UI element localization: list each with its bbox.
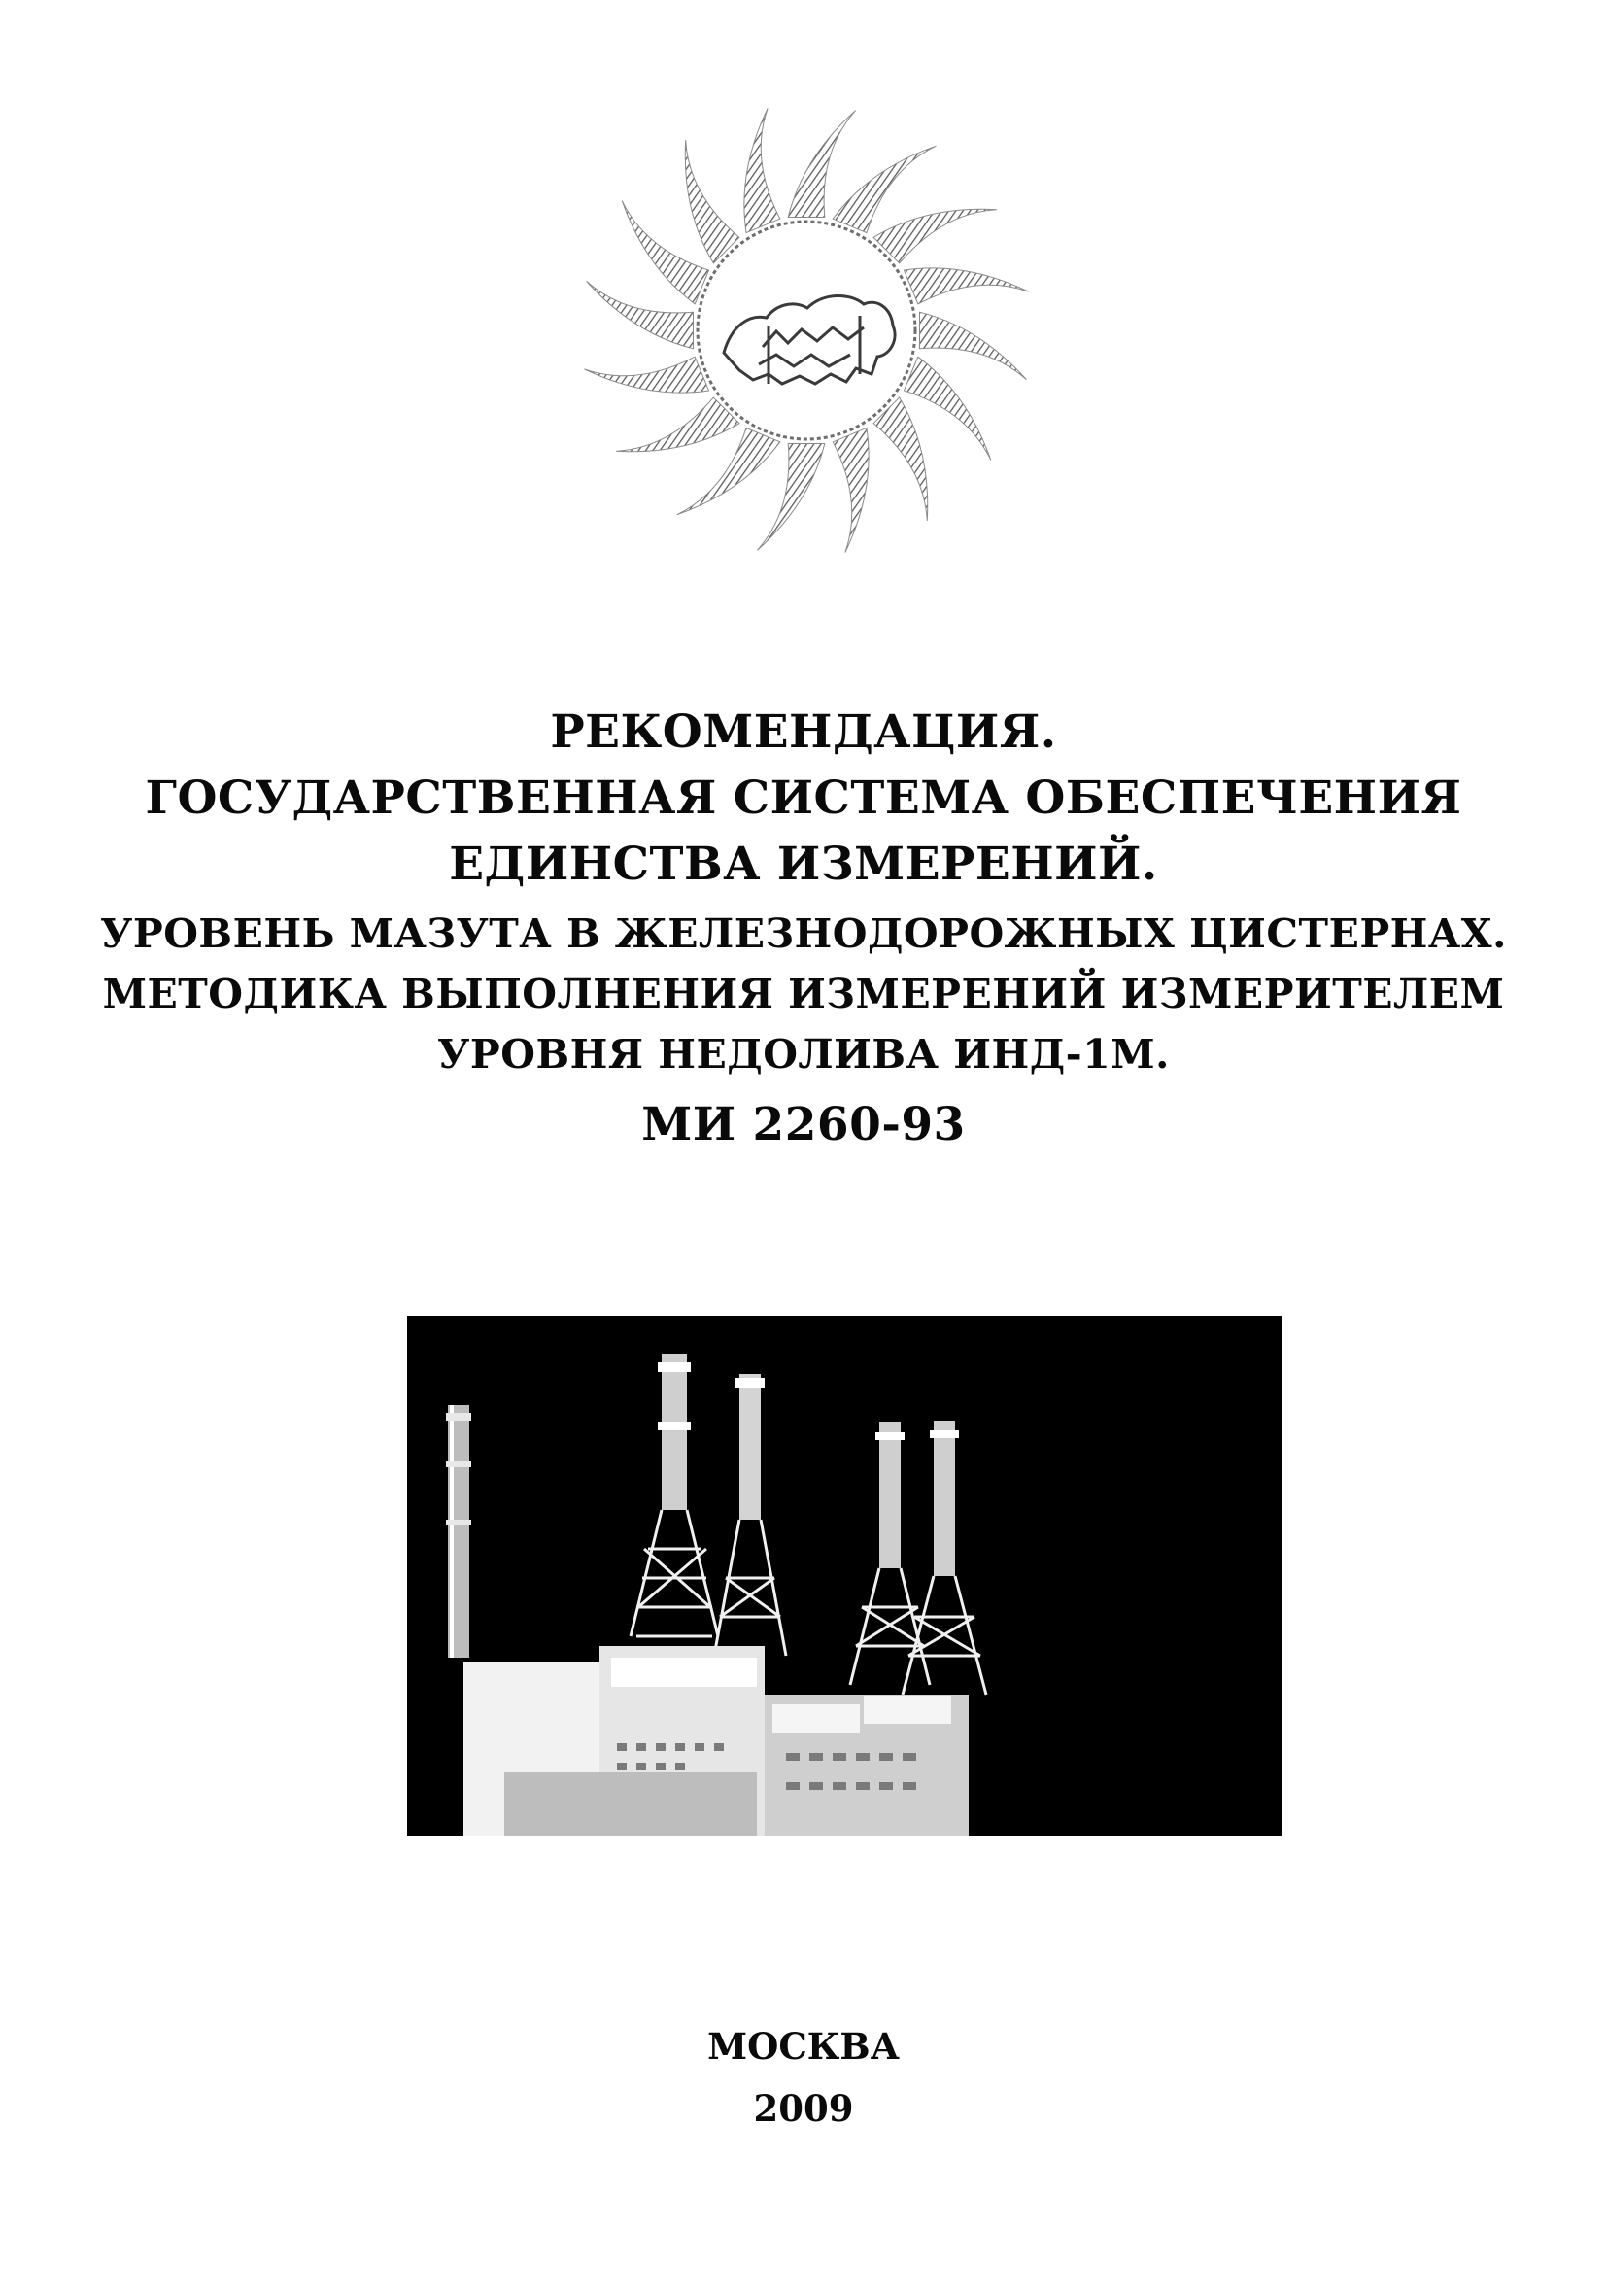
title-line-2: ГОСУДАРСТВЕННАЯ СИСТЕМА ОБЕСПЕЧЕНИЯ	[145, 771, 1462, 825]
sun-ray-icon	[584, 357, 708, 393]
publication-city: МОСКВА	[707, 2025, 900, 2068]
power-plant-photo	[407, 1316, 1282, 1836]
sun-ray-icon	[685, 140, 739, 263]
title-line-4: УРОВЕНЬ МАЗУТА В ЖЕЛЕЗНОДОРОЖНЫХ ЦИСТЕРНАХ.	[100, 910, 1507, 957]
sun-ray-icon	[757, 443, 824, 550]
chimney-left	[446, 1405, 471, 1658]
sun-ray-icon	[788, 111, 855, 218]
sun-ray-icon	[744, 108, 780, 232]
document-code: МИ 2260-93	[641, 1098, 966, 1151]
title-line-1: РЕКОМЕНДАЦИЯ.	[550, 705, 1057, 759]
sun-ray-icon	[919, 312, 1026, 379]
sun-ray-icon	[587, 281, 694, 348]
title-line-3: ЕДИНСТВА ИЗМЕРЕНИЙ.	[449, 838, 1158, 891]
sun-ray-icon	[873, 397, 928, 521]
publication-year: 2009	[753, 2087, 854, 2130]
sun-ray-icon	[873, 209, 997, 263]
title-line-5: МЕТОДИКА ВЫПОЛНЕНИЯ ИЗМЕРЕНИЙ ИЗМЕРИТЕЛЕМ	[102, 971, 1505, 1017]
sun-ray-icon	[833, 428, 869, 552]
sun-ray-icon	[616, 397, 739, 452]
publication-footer	[0, 2015, 1607, 2140]
document-title	[0, 700, 1607, 1160]
sun-ray-icon	[904, 268, 1028, 304]
title-line-6: УРОВНЯ НЕДОЛИВА ИНД-1М.	[437, 1031, 1170, 1078]
sun-emblem-logo	[568, 92, 1044, 568]
